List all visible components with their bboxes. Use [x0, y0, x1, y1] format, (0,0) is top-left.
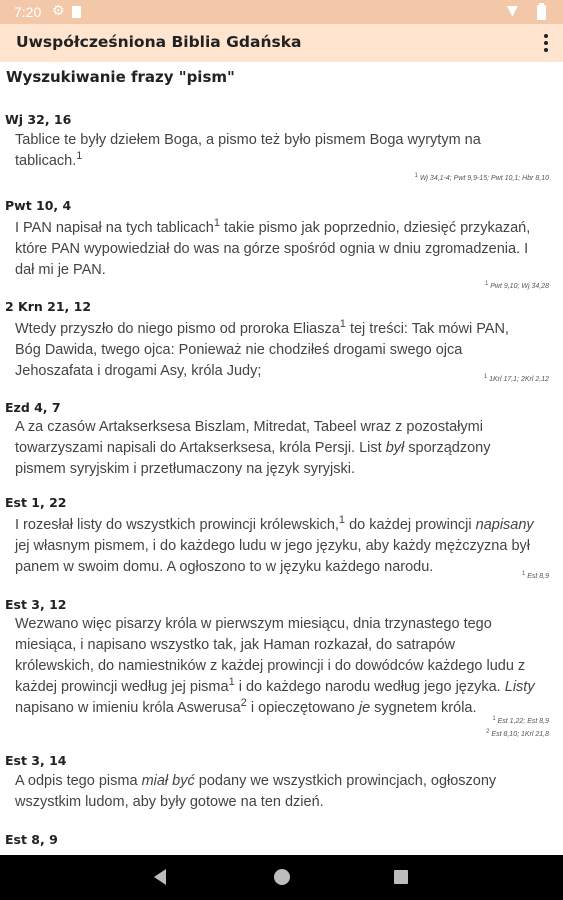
verse-footnote: $^1$ Est 1,22; Est 8,9 — [492, 716, 549, 725]
app-title: Uwspółcześniona Biblia Gdańska — [16, 33, 302, 51]
verse-footnote: $^1$ Est 8,9 — [521, 571, 549, 580]
verse-text: Tablice te były dziełem Boga, a pismo też było pismem Boga wyrytym na tablicach.$^1$ — [15, 132, 481, 169]
verse-ref: Est 8, 9 — [5, 832, 58, 847]
status-bar — [0, 0, 563, 24]
verse-ref: Est 3, 14 — [5, 753, 67, 768]
back-icon[interactable] — [154, 869, 166, 885]
verse-footnote: $^1$ 1Krl 17,1; 2Krl 2,12 — [483, 374, 549, 383]
search-results[interactable] — [0, 62, 563, 855]
verse-footnote: $^2$ Est 8,10; 1Krl 21,8 — [486, 729, 549, 738]
verse-ref: Ezd 4, 7 — [5, 400, 61, 415]
verse-footnote: $^1$ Wj 34,1-4; Pwt 9,9-15; Pwt 10,1; Hbr 8,10 — [414, 173, 549, 182]
status-time: 7:20 — [14, 4, 42, 20]
verse-text: Wtedy przyszło do niego pismo od proroka Eliasza$^1$ tej treści: Tak mówi PAN, Bóg Dawida, twego ojca: Ponieważ nie chodziłeś drogami swego ojca Jehoszafata i drogami Asy, króla Judy; — [15, 318, 509, 379]
verse-ref: 2 Krn 21, 12 — [5, 299, 92, 314]
system-nav-bar — [0, 855, 563, 900]
verse-text: A za czasów Artakserksesa Biszlam, Mitredat, Tabeel wraz z pozostałymi towarzyszami napisali do Artakserksesa, króla Persji. List był sporządzony pismem syryjskim i przetłumaczony na język syryjski. — [15, 419, 491, 477]
verse-ref: Wj 32, 16 — [5, 112, 72, 127]
sd-card-icon — [72, 6, 81, 18]
verse-ref: Est 1, 22 — [5, 495, 67, 510]
verse-text: Wezwano więc pisarzy króla w pierwszym miesiącu, dnia trzynastego tego miesiąca, i napisano wszystko tak, jak Haman rozkazał, do satrapów królewskich, do namiestników z każdej prowincji i do dowódców każdego ludu z każdej prowincji według jej pisma$^1$ i do każdego narodu według jego języka. Listy napisano w imieniu króla Aswerusa$^2$ i opieczętowano je sygnetem króla. — [15, 616, 535, 716]
verse-text: I PAN napisał na tych tablicach$^1$ takie pismo jak poprzednio, dziesięć przykazań, które PAN wypowiedział do was na górze spośród ognia w dniu zgromadzenia. I dał mi je PAN. — [15, 217, 531, 278]
settings-gear-icon: ⚙ — [52, 3, 65, 19]
verse-ref: Est 3, 12 — [5, 597, 67, 612]
verse-ref: Pwt 10, 4 — [5, 198, 72, 213]
verse-text: A odpis tego pisma miał być podany we wszystkich prowincjach, ogłoszony wszystkim ludom, aby były gotowe na ten dzień. — [15, 773, 497, 810]
search-title: Wyszukiwanie frazy "pism" — [6, 68, 235, 86]
app-bar — [0, 24, 563, 62]
recent-apps-icon[interactable] — [394, 870, 408, 884]
verse-footnote: $^1$ Pwt 9,10; Wj 34,28 — [484, 281, 549, 290]
wifi-icon: ▼ — [507, 3, 518, 19]
more-vert-icon[interactable] — [537, 30, 555, 56]
home-icon[interactable] — [274, 869, 290, 885]
battery-icon — [537, 5, 546, 20]
verse-text: I rozesłał listy do wszystkich prowincji królewskich,$^1$ do każdej prowincji napisany jej własnym pismem, i do każdego ludu w jego języku, aby każdy mężczyzna był panem w swoim domu. A ogłoszono to w języku każdego narodu. — [15, 514, 534, 575]
